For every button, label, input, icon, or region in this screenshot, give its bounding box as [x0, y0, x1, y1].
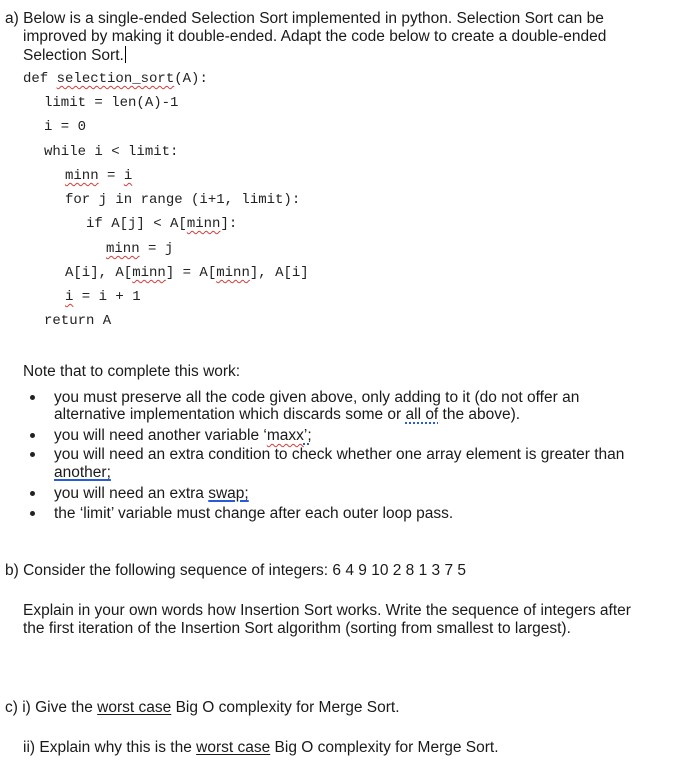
- bullet-dot: [30, 491, 35, 496]
- question-c-ii-pre: ii) Explain why this is the: [23, 739, 197, 756]
- bullet-dot: [30, 433, 35, 438]
- note-item-1-line2: [54, 405, 520, 424]
- note-heading: Note that to complete this work:: [23, 363, 241, 380]
- note-item-2-var: maxx: [266, 427, 304, 444]
- code-limit-line: limit = len(A)-1: [44, 95, 179, 111]
- question-c-ii-post: Big O complexity for Merge Sort.: [270, 739, 499, 756]
- code-minn-assign-line: [106, 240, 173, 258]
- question-c-i-underlined: worst case: [97, 699, 172, 716]
- code-minn-i: i: [123, 168, 133, 184]
- note-item-1-flagged: all of: [405, 406, 439, 423]
- code-return-line: return A: [44, 313, 112, 329]
- code-if-post: ]:: [220, 216, 238, 232]
- question-b-para-line1: Explain in your own words how Insertion Sort works. Write the sequence of integers after: [23, 602, 631, 619]
- note-item-1-line1: you must preserve all the code given above, only adding to it (do not offer an: [54, 389, 580, 406]
- note-item-1-post: the above).: [438, 406, 521, 423]
- bullet-dot: [30, 452, 35, 457]
- note-item-2: [54, 426, 312, 445]
- note-item-4-flagged: swap;: [208, 485, 249, 502]
- question-a-line2: improved by making it double-ended. Adapt the code below to create a double-ended: [23, 28, 607, 45]
- question-a-label: a): [5, 10, 19, 27]
- code-if-line: [86, 215, 237, 233]
- code-i-init-line: i = 0: [44, 119, 87, 135]
- code-while-line: while i < limit:: [44, 144, 179, 160]
- question-a-line1: [5, 9, 604, 28]
- question-c-ii: [23, 738, 499, 757]
- code-increment-line: [65, 288, 141, 306]
- note-item-3-flagged: another;: [54, 464, 111, 481]
- code-def-keyword: def: [23, 71, 57, 87]
- code-inc-i: i: [65, 289, 74, 305]
- code-swap-minn2: minn: [216, 265, 250, 281]
- code-minn-eq: =: [98, 168, 124, 184]
- note-item-4: [54, 484, 249, 503]
- code-minn-var: minn: [65, 168, 99, 184]
- code-def-rest: (A):: [174, 71, 208, 87]
- code-minn-init-line: [65, 167, 132, 185]
- bullet-dot: [30, 395, 35, 400]
- question-c-ii-underlined: worst case: [196, 739, 271, 756]
- note-item-4-pre: you will need an extra: [54, 485, 209, 502]
- note-item-2-open-quote: ‘: [263, 427, 267, 444]
- code-inc-rest: = i + 1: [73, 289, 141, 305]
- question-b-line1: b) Consider the following sequence of integers: 6 4 9 10 2 8 1 3 7 5: [5, 562, 466, 579]
- code-swap-p2: ] = A[: [165, 265, 217, 281]
- bullet-dot: [30, 511, 35, 516]
- question-a-line3: [23, 46, 126, 65]
- code-def-line: [23, 70, 208, 88]
- question-c-i: [5, 698, 400, 717]
- code-swap-line: [65, 264, 309, 282]
- question-b-para-line2: the first iteration of the Insertion Sort algorithm (sorting from smallest to largest).: [23, 620, 571, 637]
- code-swap-minn1: minn: [132, 265, 166, 281]
- note-item-1-pre: alternative implementation which discards some or: [54, 406, 406, 423]
- question-a-intro-text: Below is a single-ended Selection Sort implemented in python. Selection Sort can be: [23, 10, 604, 27]
- note-item-3-line1: you will need an extra condition to check whether one array element is greater than: [54, 446, 625, 463]
- code-if-pre: if A[j] < A[: [86, 216, 187, 232]
- code-for-line: for j in range (i+1, limit):: [65, 192, 301, 208]
- note-item-5: the ‘limit’ variable must change after each outer loop pass.: [54, 505, 454, 522]
- question-a-line3-text: Selection Sort.: [23, 47, 124, 64]
- code-minn2-rest: = j: [139, 241, 174, 257]
- code-swap-p1: A[i], A[: [65, 265, 133, 281]
- note-item-2-close-quote: ’;: [303, 427, 312, 444]
- text-cursor: [125, 46, 126, 63]
- note-item-3-line2: [54, 463, 111, 482]
- code-function-name: selection_sort: [56, 71, 175, 87]
- code-if-minn: minn: [186, 216, 221, 232]
- code-minn2-var: minn: [106, 241, 140, 257]
- question-c-i-post: Big O complexity for Merge Sort.: [171, 699, 400, 716]
- question-c-i-pre: c) i) Give the: [5, 699, 98, 716]
- code-swap-p3: ], A[i]: [249, 265, 309, 281]
- note-item-2-pre: you will need another variable: [54, 427, 264, 444]
